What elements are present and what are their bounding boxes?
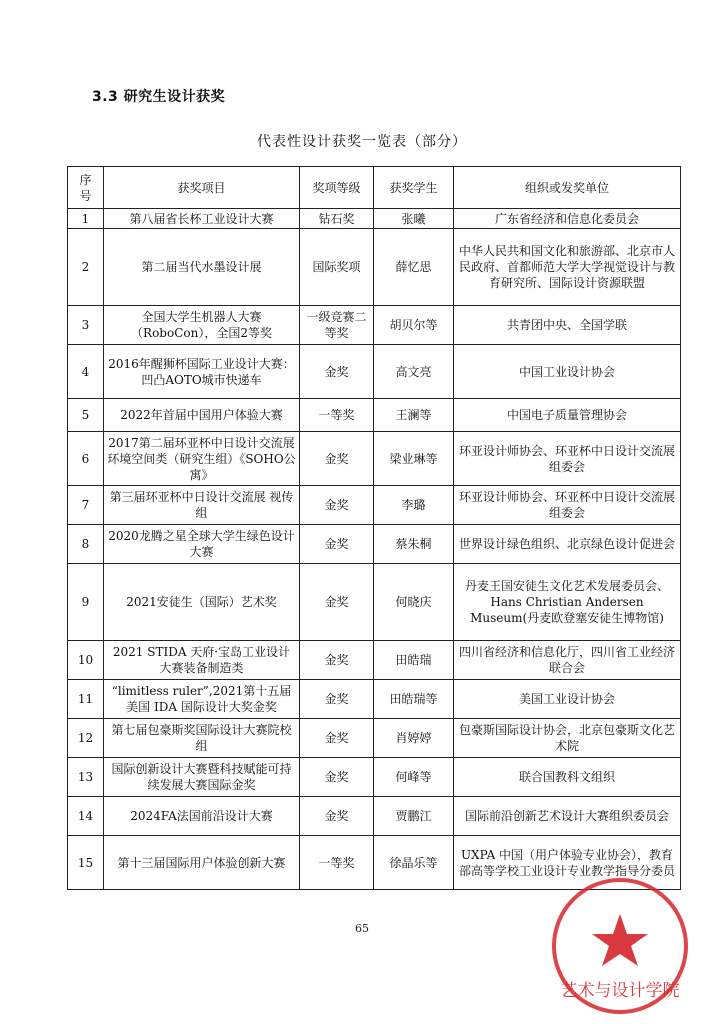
header-level: 奖项等级 [300,167,374,209]
cell-organizer: 四川省经济和信息化厅，四川省工业经济联合会 [454,641,681,680]
cell-project: 第十三届国际用户体验创新大赛 [104,836,300,890]
cell-index: 2 [68,229,104,306]
cell-student: 张曦 [374,209,454,229]
cell-level: 金奖 [300,797,374,836]
cell-organizer: 联合国教科文组织 [454,758,681,797]
table-row [68,306,681,345]
cell-student: 田皓瑞等 [374,680,454,719]
cell-student: 胡贝尔等 [374,306,454,345]
cell-organizer: 中国电子质量管理协会 [454,399,681,432]
cell-index: 11 [68,680,104,719]
cell-organizer: 环亚设计师协会、环亚杯中日设计交流展组委会 [454,486,681,525]
cell-project: 2024FA法国前沿设计大赛 [104,797,300,836]
cell-index: 1 [68,209,104,229]
cell-project: “limitless ruler”,2021第十五届美国 IDA 国际设计大奖金奖 [104,680,300,719]
cell-student: 田皓瑞 [374,641,454,680]
cell-student: 王澜等 [374,399,454,432]
seal-stamp [535,868,705,1018]
awards-table [67,166,681,890]
cell-index: 6 [68,432,104,486]
cell-project: 第七届包豪斯奖国际设计大赛院校组 [104,719,300,758]
cell-index: 8 [68,525,104,564]
cell-level: 金奖 [300,564,374,641]
table-row [68,719,681,758]
table-row [68,399,681,432]
table-row [68,209,681,229]
seal-text: 艺术与设计学院 [560,981,680,1001]
table-row [68,432,681,486]
cell-organizer: 世界设计绿色组织、北京绿色设计促进会 [454,525,681,564]
cell-index: 7 [68,486,104,525]
cell-level: 金奖 [300,432,374,486]
cell-project: 2016年醒狮杯国际工业设计大赛：凹凸AOTO城市快递车 [104,345,300,399]
cell-student: 高文亮 [374,345,454,399]
cell-project: 第三届环亚杯中日设计交流展 视传组 [104,486,300,525]
header-student: 获奖学生 [374,167,454,209]
cell-project: 2020龙腾之星全球大学生绿色设计大赛 [104,525,300,564]
cell-index: 12 [68,719,104,758]
cell-organizer: 中华人民共和国文化和旅游部、北京市人民政府、首都师范大学大学视觉设计与教育研究所、国际设计资源联盟 [454,229,681,306]
cell-index: 9 [68,564,104,641]
cell-organizer: 中国工业设计协会 [454,345,681,399]
cell-student: 梁业琳等 [374,432,454,486]
cell-student: 肖婷婷 [374,719,454,758]
table-row [68,525,681,564]
cell-level: 国际奖项 [300,229,374,306]
table-header-row [68,167,681,209]
cell-level: 钻石奖 [300,209,374,229]
header-index: 序号 [68,167,104,209]
cell-index: 10 [68,641,104,680]
cell-level: 金奖 [300,719,374,758]
table-row [68,229,681,306]
table-row [68,486,681,525]
cell-project: 全国大学生机器人大赛（RoboCon），全国2等奖 [104,306,300,345]
cell-student: 薛忆思 [374,229,454,306]
cell-level: 金奖 [300,641,374,680]
cell-level: 金奖 [300,758,374,797]
cell-student: 贾鹏江 [374,797,454,836]
cell-student: 蔡朱桐 [374,525,454,564]
star-icon [592,914,648,966]
cell-project: 2022年首届中国用户体验大赛 [104,399,300,432]
cell-level: 一级竞赛二等奖 [300,306,374,345]
cell-level: 金奖 [300,525,374,564]
cell-student: 徐晶乐等 [374,836,454,890]
cell-student: 何峰等 [374,758,454,797]
cell-organizer: 共青团中央、全国学联 [454,306,681,345]
cell-organizer: UXPA 中国（用户体验专业协会），教育部高等学校工业设计专业教学指导分委员 [454,836,681,890]
table-row [68,641,681,680]
table-title: 代表性设计获奖一览表（部分） [257,134,467,150]
cell-index: 4 [68,345,104,399]
cell-level: 一等奖 [300,399,374,432]
cell-student: 何晓庆 [374,564,454,641]
cell-index: 13 [68,758,104,797]
cell-level: 一等奖 [300,836,374,890]
table-row [68,758,681,797]
cell-index: 3 [68,306,104,345]
cell-organizer: 环亚设计师协会、环亚杯中日设计交流展组委会 [454,432,681,486]
cell-project: 2021 STIDA 天府·宝岛工业设计大赛装备制造类 [104,641,300,680]
cell-organizer: 美国工业设计协会 [454,680,681,719]
cell-project: 2021安徒生（国际）艺术奖 [104,564,300,641]
cell-project: 国际创新设计大赛暨科技赋能可持续发展大赛国际金奖 [104,758,300,797]
cell-organizer: 广东省经济和信息化委员会 [454,209,681,229]
cell-index: 5 [68,399,104,432]
cell-student: 李璐 [374,486,454,525]
table-row [68,345,681,399]
header-project: 获奖项目 [104,167,300,209]
page-number: 65 [355,922,369,935]
table-row [68,680,681,719]
cell-index: 14 [68,797,104,836]
cell-project: 第八届省长杯工业设计大赛 [104,209,300,229]
table-row [68,564,681,641]
cell-organizer: 国际前沿创新艺术设计大赛组织委员会 [454,797,681,836]
cell-project: 第二届当代水墨设计展 [104,229,300,306]
header-organizer: 组织或发奖单位 [454,167,681,209]
cell-level: 金奖 [300,345,374,399]
cell-project: 2017第二届环亚杯中日设计交流展环境空间类（研究生组）《SOHO公寓》 [104,432,300,486]
section-heading: 3.3 研究生设计获奖 [92,89,226,105]
cell-organizer: 丹麦王国安徒生文化艺术发展委员会、Hans Christian Andersen Museum(丹麦欧登塞安徒生博物馆) [454,564,681,641]
table-row [68,797,681,836]
cell-level: 金奖 [300,680,374,719]
cell-level: 金奖 [300,486,374,525]
cell-organizer: 包豪斯国际设计协会，北京包豪斯文化艺术院 [454,719,681,758]
cell-index: 15 [68,836,104,890]
table-body [68,209,681,890]
